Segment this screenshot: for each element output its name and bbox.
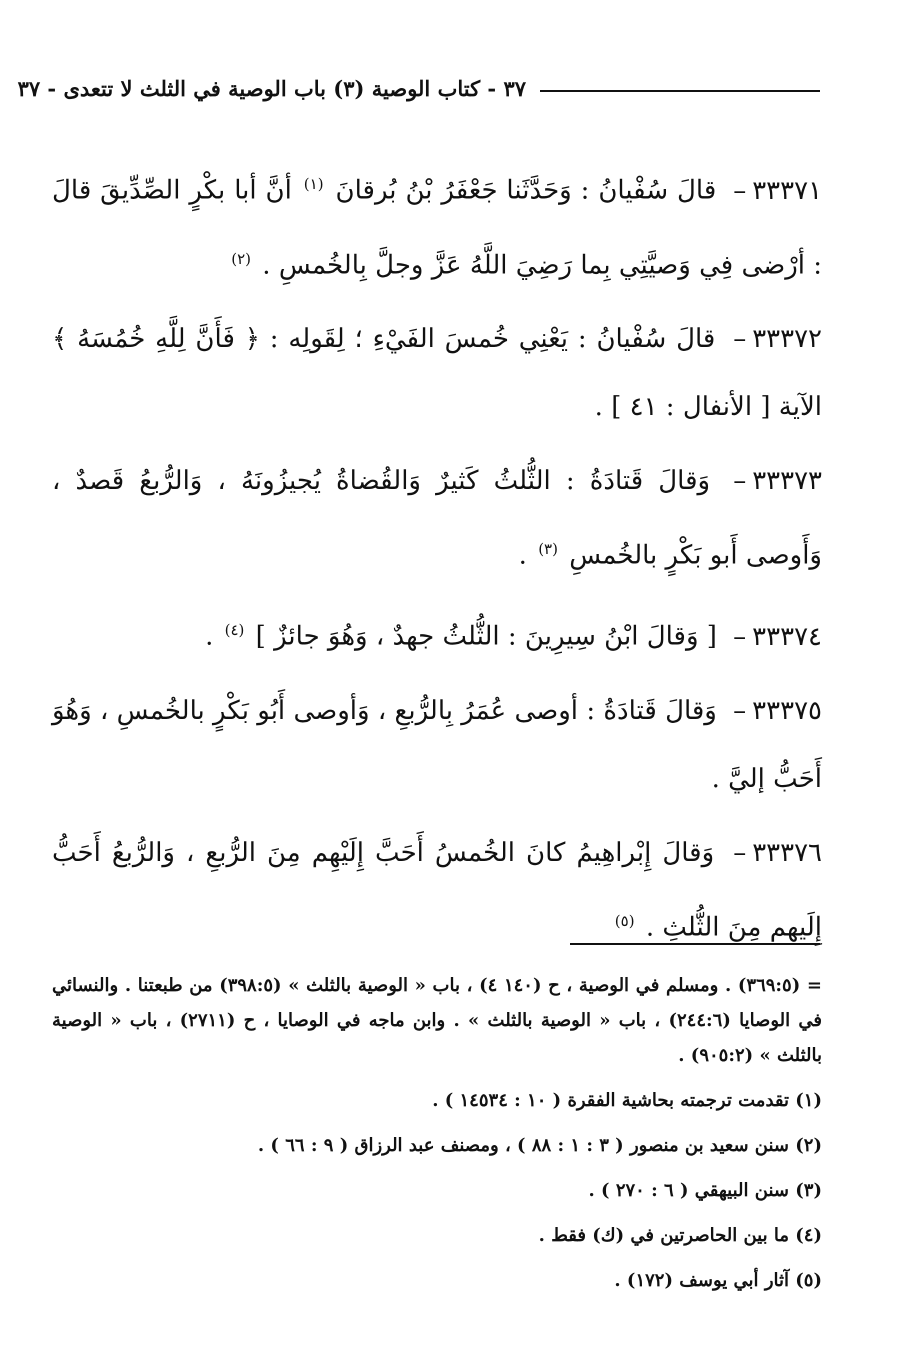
footnote-2: (٢) سنن سعيد بن منصور ( ٣ : ١ : ٨٨ ) ، ومصنف عبد الرزاق ( ٩ : ٦٦ ) . (257, 1135, 822, 1156)
paragraph-number: ٣٣٣٧٤ (752, 621, 822, 652)
footnote-4: (٤) ما بين الحاصرتين في (ك) فقط . (538, 1225, 822, 1246)
paragraph-33375: ٣٣٣٧٥– وَقالَ قَتادَةُ : أوصى عُمَرُ بِالرُّبعِ ، وَأوصى أَبُو بَكْرٍ بالخُمسِ ، وَهُوَ أَحَبُّ إليَّ . (52, 695, 822, 794)
paragraph-number: ٣٣٣٧٣ (752, 466, 823, 497)
paragraph-text: وَقالَ قَتادَةُ : أوصى عُمَرُ بِالرُّبعِ ، وَأوصى أَبُو بَكْرٍ بالخُمسِ ، وَهُوَ أَحَبُّ إليَّ . (52, 695, 822, 794)
footnote-list (52, 1083, 822, 1298)
paragraph-33374: ٣٣٣٧٤– [ وَقالَ ابْنُ سِيرِينَ : الثُّلثُ جهدٌ ، وَهُوَ جائزٌ ] $^{(٤)}$ . (205, 620, 822, 652)
paragraph-text: وَقالَ إِبْراهِيمُ كانَ الخُمسُ أَحَبَّ إِلَيْهِم مِنَ الرُّبعِ ، وَالرُّبعُ أَحَبُّ إِلَيهم مِنَ الثُّلثِ . (52, 837, 822, 943)
paragraph-text-cont: أنَّ أبا بكْرٍ الصِّدِّيقَ قالَ : أرْضى فِي وَصيَّتِي بِما رَضِيَ اللَّهُ عَزَّ وجلَّ بِالخُمسِ . (52, 175, 822, 281)
footnotes (52, 968, 822, 1298)
paragraph-number: ٣٣٣٧٥ (752, 695, 822, 726)
footnote-3: (٣) سنن البيهقي ( ٦ : ٢٧٠ ) . (588, 1180, 822, 1201)
paragraph-text: قالَ سُفْيانُ : يَعْنِي خُمسَ الفَيْءِ ؛ لِقَولِه : ﴿ فَأَنَّ لِلَّهِ خُمُسَهُ ﴾ الآية [ الأنفال : ٤١ ] . (52, 324, 822, 423)
paragraph-number: ٣٣٣٧٢ (752, 324, 823, 355)
footnote-5: (٥) آثار أبي يوسف (١٧٢) . (614, 1270, 822, 1291)
paragraph-33376: ٣٣٣٧٦– وَقالَ إِبْراهِيمُ كانَ الخُمسُ أَحَبَّ إِلَيْهِم مِنَ الرُّبعِ ، وَالرُّبعُ أَحَبُّ إِلَيهم مِنَ الثُّلثِ . $^{(٥)}$ (52, 837, 823, 943)
paragraph-text: وَقالَ قَتادَةُ : الثُّلثُ كَثيرٌ وَالقُضاةُ يُجيزُونَهُ ، وَالرُّبعُ قَصدٌ ، وَأَوصى أَبو بَكْرٍ بالخُمسِ (52, 466, 822, 571)
paragraph-text: [ وَقالَ ابْنُ سِيرِينَ : الثُّلثُ جهدٌ ، وَهُوَ جائزٌ ] (255, 621, 717, 652)
paragraph-text-cont: . (205, 621, 214, 652)
main-text (52, 150, 822, 967)
footnote-marker: (٤) (224, 620, 245, 639)
footnote-separator (570, 943, 820, 945)
paragraph-33372: ٣٣٣٧٢– قالَ سُفْيانُ : يَعْنِي خُمسَ الفَيْءِ ؛ لِقَولِه : ﴿ فَأَنَّ لِلَّهِ خُمُسَهُ ﴾ الآية [ الأنفال : ٤١ ] . (52, 324, 823, 423)
footnote-marker: (٥) (614, 911, 635, 930)
footnote-1: (١) تقدمت ترجمته بحاشية الفقرة ( ١٠ : ١٤٥٣٤ ) . (432, 1090, 822, 1111)
footnote-continuation: = (٣٦٩:٥) . ومسلم في الوصية ، ح (١٤٠ ٤) ، باب « الوصية بالثلث » (٣٩٨:٥) من طبعتنا . والنسائي في الوصايا (٢٤٤:٦) ، باب « الوصية بالثلث » . وابن ماجه في الوصايا ، ح (٢٧١١) ، باب « الوصية بالثلث » (٩٠٥:٢) . (52, 975, 822, 1066)
paragraph-text-cont: . (518, 540, 527, 571)
paragraph-number: ٣٣٣٧١ (752, 175, 823, 206)
footnote-marker: (١) (303, 175, 324, 193)
paragraph-number: ٣٣٣٧٦ (752, 837, 823, 868)
paragraph-33373: ٣٣٣٧٣– وَقالَ قَتادَةُ : الثُّلثُ كَثيرٌ وَالقُضاةُ يُجيزُونَهُ ، وَالرُّبعُ قَصدٌ ، وَأَوصى أَبو بَكْرٍ بالخُمسِ $^{(٣)}$ . (52, 466, 823, 571)
paragraph-text: قالَ سُفْيانُ : وَحَدَّثَنا جَعْفَرُ بْنُ بُرقانَ (335, 175, 717, 206)
header-rule (540, 90, 820, 92)
running-header: ٣٧ - كتاب الوصية (٣) باب الوصية في الثلث لا تتعدى - ٣٧ (17, 76, 526, 101)
paragraph-33371: ٣٣٣٧١– قالَ سُفْيانُ : وَحَدَّثَنا جَعْفَرُ بْنُ بُرقانَ $^{(١)}$ أنَّ أبا بكْرٍ الصِّدِّيقَ قالَ : أرْضى فِي وَصيَّتِي بِما رَضِيَ اللَّهُ عَزَّ وجلَّ بِالخُمسِ . $^{(٢)}$ (52, 175, 823, 281)
footnote-marker: (٢) (231, 249, 252, 268)
footnote-marker: (٣) (538, 540, 558, 559)
